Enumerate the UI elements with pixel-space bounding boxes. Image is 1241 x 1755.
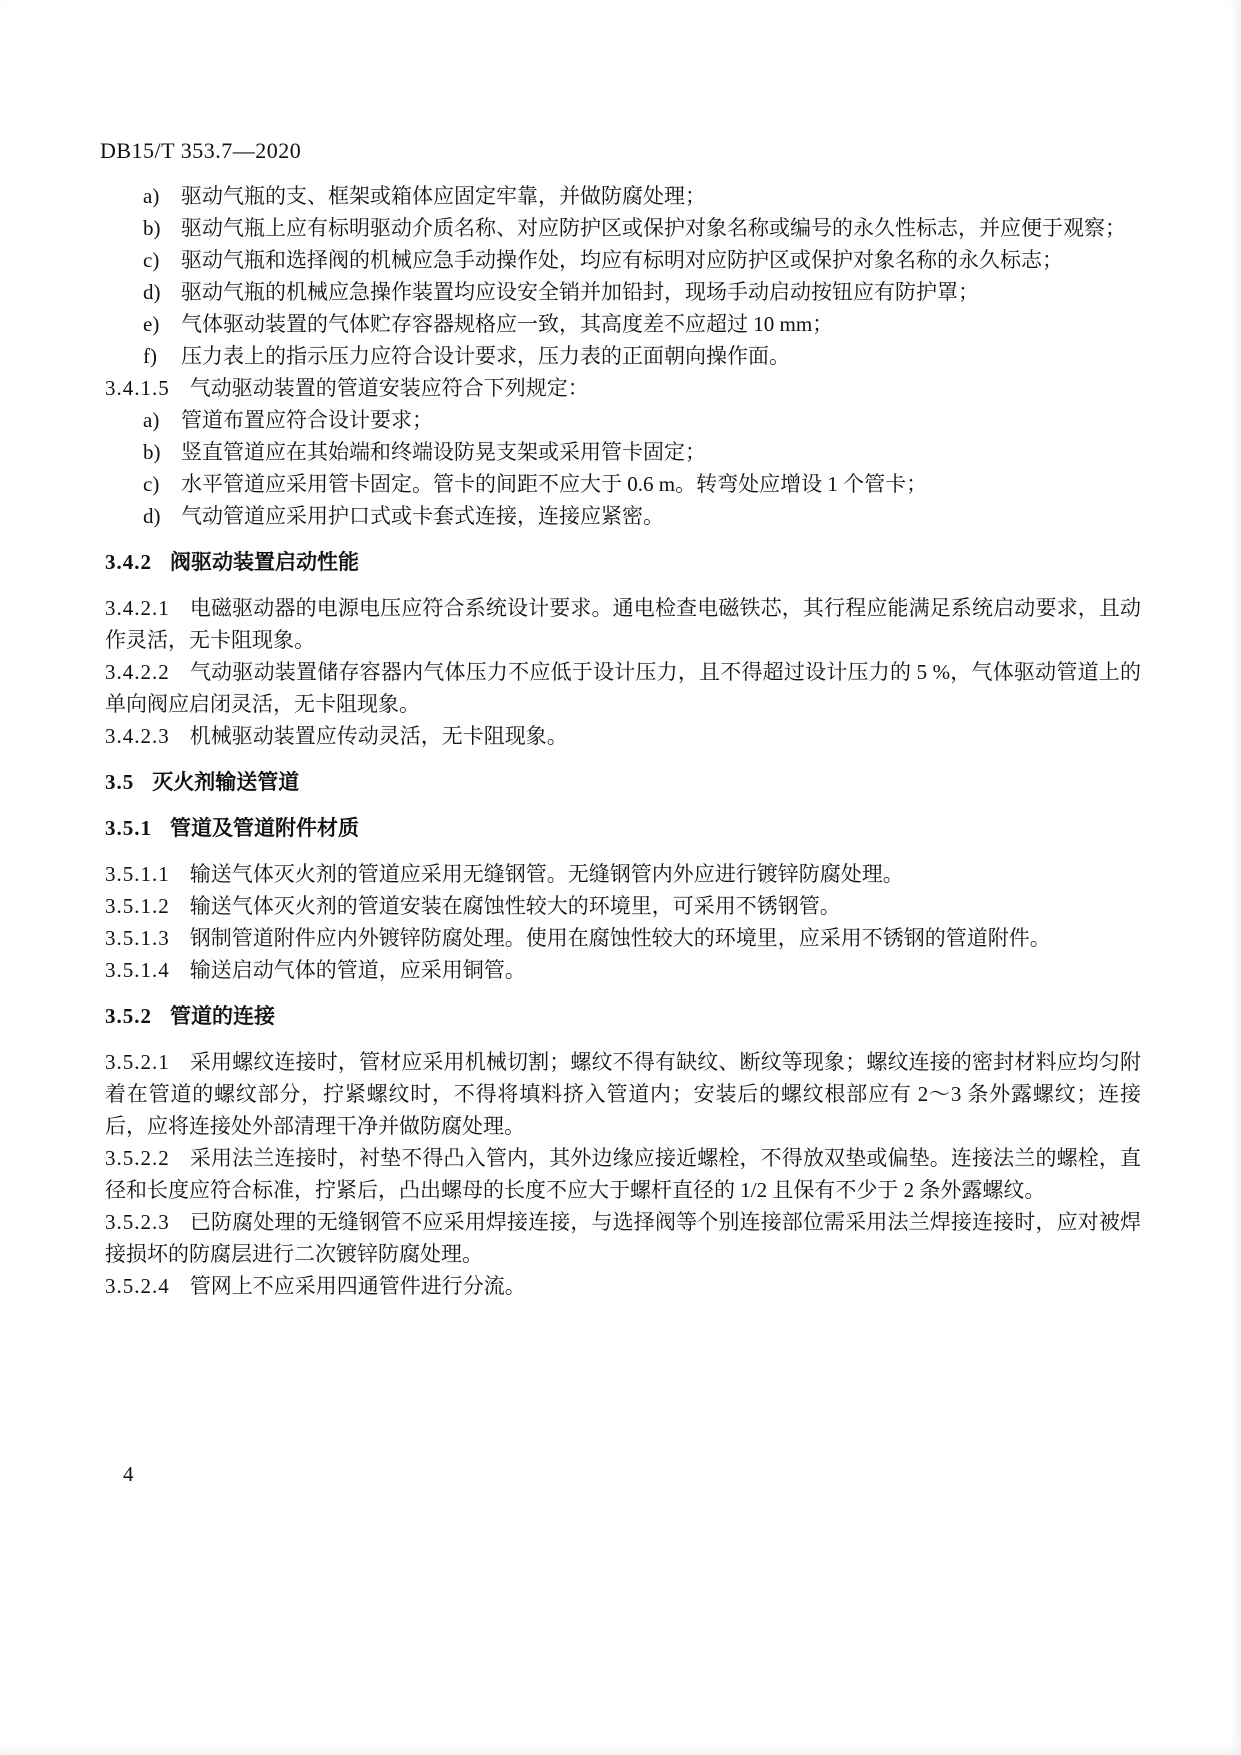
clause-number: 3.4.2.1 xyxy=(105,596,170,620)
list-item-label: a) xyxy=(143,184,160,208)
clause-text: 机械驱动装置应传动灵活，无卡阻现象。 xyxy=(189,724,568,748)
section-title: 管道及管道附件材质 xyxy=(170,816,359,840)
list-item-text: 管道布置应符合设计要求； xyxy=(181,408,433,432)
list-item-label: c) xyxy=(143,472,160,496)
clause-number: 3.5.1.3 xyxy=(105,926,170,950)
clause-text: 气动驱动装置储存容器内气体压力不应低于设计压力，且不得超过设计压力的 5 %，气体驱动管道上的单向阀应启闭灵活，无卡阻现象。 xyxy=(105,660,1141,716)
section-title: 阀驱动装置启动性能 xyxy=(170,550,359,574)
page-number: 4 xyxy=(123,1462,134,1486)
clause-number: 3.5.2.1 xyxy=(105,1050,170,1074)
clause-paragraph xyxy=(105,858,1141,890)
clause-number: 3.4.1.5 xyxy=(105,376,170,400)
clause-paragraph xyxy=(105,890,1141,922)
section-number: 3.5.2 xyxy=(105,1004,152,1028)
list-item-label: d) xyxy=(143,280,161,304)
list-item-label: c) xyxy=(143,248,160,272)
section-number: 3.5.1 xyxy=(105,816,152,840)
list-item-text: 气体驱动装置的气体贮存容器规格应一致，其高度差不应超过 10 mm； xyxy=(181,312,834,336)
list-item-label: f) xyxy=(143,344,157,368)
clause-number: 3.4.2.2 xyxy=(105,660,170,684)
list-item-text: 驱动气瓶上应有标明驱动介质名称、对应防护区或保护对象名称或编号的永久性标志，并应便于观察； xyxy=(181,216,1126,240)
section-heading xyxy=(105,546,1141,578)
list-item-text: 驱动气瓶和选择阀的机械应急手动操作处，均应有标明对应防护区或保护对象名称的永久标志； xyxy=(181,248,1063,272)
clause-paragraph xyxy=(105,1270,1141,1302)
clause-paragraph xyxy=(105,372,1141,404)
list-item xyxy=(105,436,1141,468)
list-item xyxy=(105,340,1141,372)
clause-number: 3.5.1.1 xyxy=(105,862,170,886)
list-item-label: e) xyxy=(143,312,160,336)
list-item-text: 竖直管道应在其始端和终端设防晃支架或采用管卡固定； xyxy=(181,440,706,464)
list-item xyxy=(105,468,1141,500)
clause-text: 钢制管道附件应内外镀锌防腐处理。使用在腐蚀性较大的环境里，应采用不锈钢的管道附件。 xyxy=(189,926,1051,950)
clause-text: 管网上不应采用四通管件进行分流。 xyxy=(189,1274,526,1298)
list-item xyxy=(105,500,1141,532)
clause-paragraph xyxy=(105,922,1141,954)
clause-paragraph xyxy=(105,592,1141,656)
section-heading xyxy=(105,766,1141,798)
clause-text: 输送气体灭火剂的管道安装在腐蚀性较大的环境里，可采用不锈钢管。 xyxy=(189,894,841,918)
clause-text: 采用螺纹连接时，管材应采用机械切割；螺纹不得有缺纹、断纹等现象；螺纹连接的密封材料应均匀附着在管道的螺纹部分，拧紧螺纹时，不得将填料挤入管道内；安装后的螺纹根部应有 2～3 条外露螺纹；连接后，应将连接处外部清理干净并做防腐处理。 xyxy=(105,1050,1141,1138)
section-heading xyxy=(105,812,1141,844)
list-item-label: b) xyxy=(143,216,161,240)
clause-paragraph xyxy=(105,1046,1141,1142)
clause-text: 电磁驱动器的电源电压应符合系统设计要求。通电检查电磁铁芯，其行程应能满足系统启动要求，且动作灵活，无卡阻现象。 xyxy=(105,596,1141,652)
section-number: 3.5 xyxy=(105,770,135,794)
clause-text: 已防腐处理的无缝钢管不应采用焊接连接，与选择阀等个别连接部位需采用法兰焊接连接时，应对被焊接损坏的防腐层进行二次镀锌防腐处理。 xyxy=(105,1210,1141,1266)
clause-paragraph xyxy=(105,720,1141,752)
clause-paragraph xyxy=(105,1206,1141,1270)
list-item xyxy=(105,212,1141,244)
list-item-text: 驱动气瓶的机械应急操作装置均应设安全销并加铅封，现场手动启动按钮应有防护罩； xyxy=(181,280,979,304)
list-item xyxy=(105,180,1141,212)
clause-paragraph xyxy=(105,656,1141,720)
list-item-text: 压力表上的指示压力应符合设计要求，压力表的正面朝向操作面。 xyxy=(181,344,790,368)
clause-text: 输送气体灭火剂的管道应采用无缝钢管。无缝钢管内外应进行镀锌防腐处理。 xyxy=(189,862,904,886)
clause-number: 3.5.2.2 xyxy=(105,1146,170,1170)
section-title: 灭火剂输送管道 xyxy=(152,770,300,794)
section-heading xyxy=(105,1000,1141,1032)
list-item-text: 气动管道应采用护口式或卡套式连接，连接应紧密。 xyxy=(181,504,664,528)
list-item xyxy=(105,276,1141,308)
document-number: DB15/T 353.7—2020 xyxy=(100,138,302,163)
clause-number: 3.5.1.4 xyxy=(105,958,170,982)
list-item-label: b) xyxy=(143,440,161,464)
list-item-text: 水平管道应采用管卡固定。管卡的间距不应大于 0.6 m。转弯处应增设 1 个管卡； xyxy=(181,472,928,496)
list-item xyxy=(105,404,1141,436)
list-item-text: 驱动气瓶的支、框架或箱体应固定牢靠，并做防腐处理； xyxy=(181,184,706,208)
list-item xyxy=(105,244,1141,276)
clause-text: 输送启动气体的管道，应采用铜管。 xyxy=(189,958,526,982)
clause-number: 3.5.2.4 xyxy=(105,1274,170,1298)
section-title: 管道的连接 xyxy=(170,1004,275,1028)
clause-number: 3.5.1.2 xyxy=(105,894,170,918)
document-body xyxy=(105,180,1141,1302)
section-number: 3.4.2 xyxy=(105,550,152,574)
clause-number: 3.5.2.3 xyxy=(105,1210,170,1234)
list-item-label: d) xyxy=(143,504,161,528)
clause-text: 气动驱动装置的管道安装应符合下列规定： xyxy=(189,376,589,400)
clause-text: 采用法兰连接时，衬垫不得凸入管内，其外边缘应接近螺栓，不得放双垫或偏垫。连接法兰的螺栓，直径和长度应符合标准，拧紧后，凸出螺母的长度不应大于螺杆直径的 1/2 且保有不少于 2 条外露螺纹。 xyxy=(105,1146,1141,1202)
clause-paragraph xyxy=(105,1142,1141,1206)
list-item-label: a) xyxy=(143,408,160,432)
clause-number: 3.4.2.3 xyxy=(105,724,170,748)
clause-paragraph xyxy=(105,954,1141,986)
list-item xyxy=(105,308,1141,340)
